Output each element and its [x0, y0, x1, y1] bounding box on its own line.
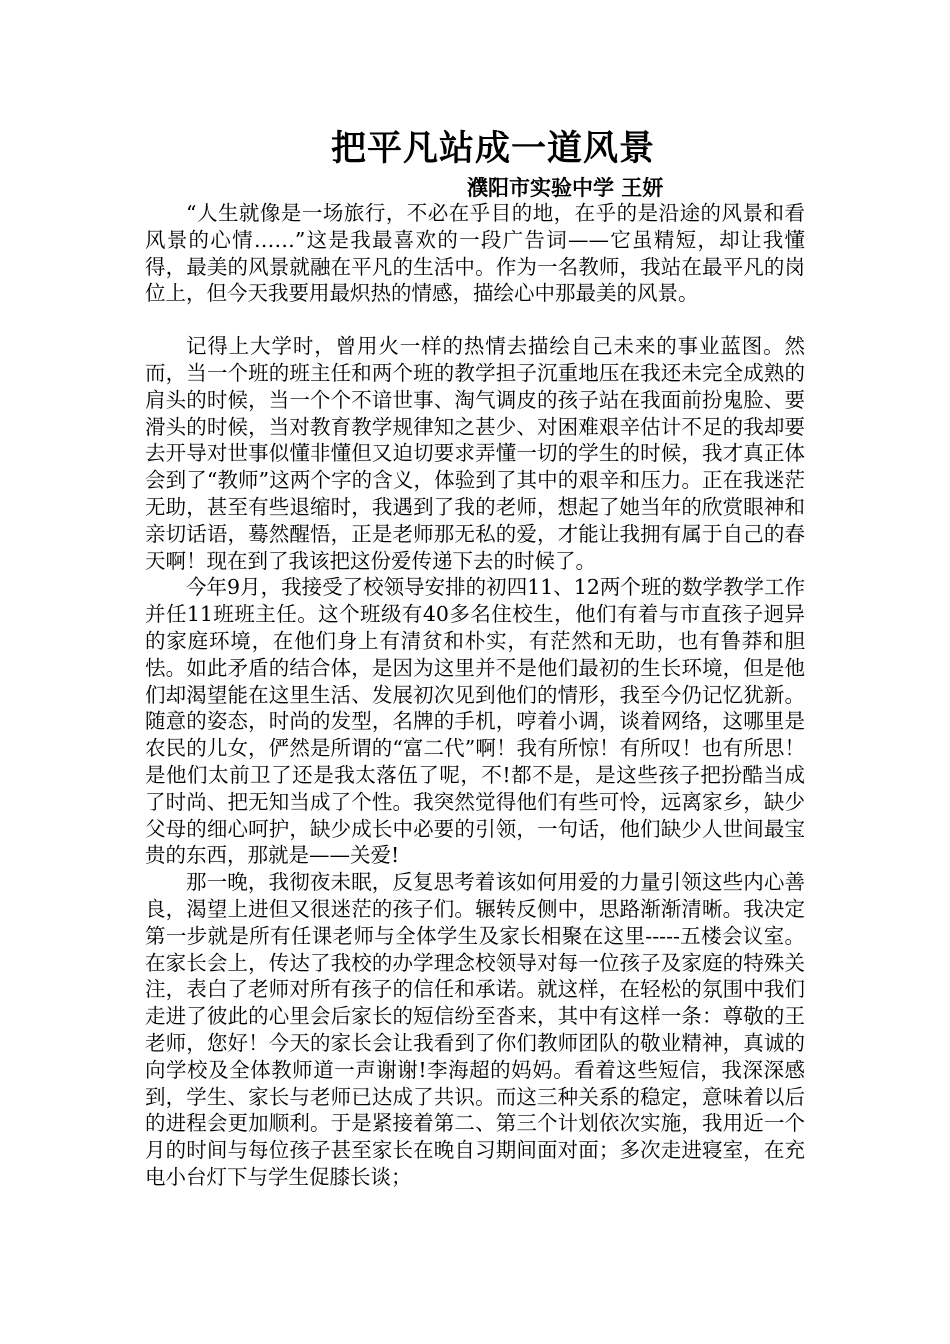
- document-author: 濮阳市实验中学 王妍: [467, 175, 664, 200]
- paragraph-2: 记得上大学时，曾用火一样的热情去描绘自己未来的事业蓝图。然而，当一个班的班主任和两个班的教学担子沉重地压在我还未完全成熟的肩头的时候，当一个个不谙世事、淘气调皮的孩子站在我面前扮鬼脸、要滑头的时候，当对教育教学规律知之甚少、对困难艰辛估计不足的我却要去开导对世事似懂非懂但又迫切要求弄懂一切的学生的时候，我才真正体会到了“教师”这两个字的含义，体验到了其中的艰辛和压力。正在我迷茫无助，甚至有些退缩时，我遇到了我的老师，想起了她当年的欣赏眼神和亲切话语，蓦然醒悟，正是老师那无私的爱，才能让我拥有属于自己的春天啊！现在到了我该把这份爱传递下去的时候了。: [145, 334, 805, 573]
- paragraph-3: 今年9月，我接受了校领导安排的初四11、12两个班的数学教学工作并任11班班主任。这个班级有40多名住校生，他们有着与市直孩子迥异的家庭环境，在他们身上有清贫和朴实，有茫然和无助，也有鲁莽和胆怯。如此矛盾的结合体，是因为这里并不是他们最初的生长环境，但是他们却渴望能在这里生活、发展初次见到他们的情形，我至今仍记忆犹新。随意的姿态，时尚的发型，名牌的手机，哼着小调，谈着网络，这哪里是农民的儿女，俨然是所谓的“富二代”啊！我有所惊！有所叹！也有所思！是他们太前卫了还是我太落伍了呢，不!都不是，是这些孩子把扮酷当成了时尚、把无知当成了个性。我突然觉得他们有些可怜，远离家乡，缺少父母的细心呵护，缺少成长中必要的引领，一句话，他们缺少人世间最宝贵的东西，那就是——关爱!: [145, 575, 805, 868]
- paragraph-1: “人生就像是一场旅行，不必在乎目的地，在乎的是沿途的风景和看风景的心情……”这是我最喜欢的一段广告词——它虽精短，却让我懂得，最美的风景就融在平凡的生活中。作为一名教师，我站在最平凡的岗位上，但今天我要用最炽热的情感，描绘心中那最美的风景。: [145, 201, 805, 306]
- document-body: [145, 200, 805, 1191]
- document-title-text: 把平凡站成一道风景: [330, 128, 655, 169]
- paragraph-4: 那一晚，我彻夜未眠，反复思考着该如何用爱的力量引领这些内心善良，渴望上进但又很迷茫的孩子们。辗转反侧中，思路渐渐清晰。我决定第一步就是所有任课老师与全体学生及家长相聚在这里-----五楼会议室。在家长会上，传达了我校的办学理念校领导对每一位孩子及家庭的特殊关注，表白了老师对所有孩子的信任和承诺。就这样，在轻松的氛围中我们走进了彼此的心里会后家长的短信纷至沓来，其中有这样一条：尊敬的王老师，您好！今天的家长会让我看到了你们教师团队的敬业精神，真诚的向学校及全体教师道一声谢谢!李海超的妈妈。看着这些短信，我深深感到，学生、家长与老师已达成了共识。而这三种关系的稳定，意味着以后的进程会更加顺利。于是紧接着第二、第三个计划依次实施，我用近一个月的时间与每位孩子甚至家长在晚自习期间面对面；多次走进寝室，在充电小台灯下与学生促膝长谈；: [145, 870, 805, 1189]
- document-title: [0, 126, 950, 172]
